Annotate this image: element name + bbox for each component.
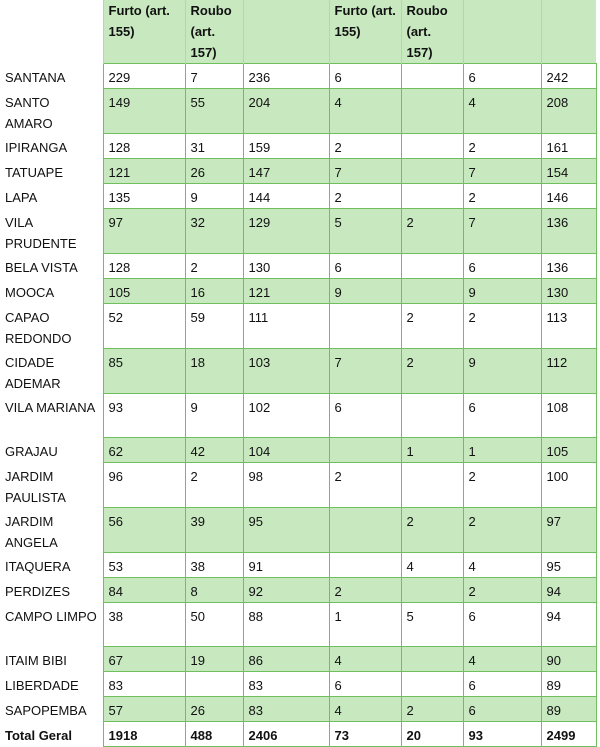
value-cell: 149 — [103, 89, 185, 134]
value-cell: 31 — [185, 134, 243, 159]
value-cell: 84 — [103, 578, 185, 603]
total-value-cell: 1918 — [103, 722, 185, 747]
value-cell: 89 — [541, 697, 596, 722]
value-cell: 91 — [243, 553, 329, 578]
table-row — [0, 647, 596, 672]
value-cell: 103 — [243, 349, 329, 394]
district-name: TATUAPE — [5, 164, 64, 180]
value-cell: 104 — [243, 438, 329, 463]
value-cell: 229 — [103, 64, 185, 89]
value-cell: 96 — [103, 463, 185, 508]
table-row — [0, 349, 596, 394]
table-row — [0, 209, 596, 254]
district-name: ITAIM BIBI — [5, 652, 67, 668]
value-cell: 2 — [463, 304, 541, 349]
value-cell: 85 — [103, 349, 185, 394]
value-cell: 4 — [329, 697, 401, 722]
value-cell: 2 — [401, 304, 463, 349]
value-cell — [401, 394, 463, 438]
value-cell: 9 — [463, 349, 541, 394]
value-cell: 67 — [103, 647, 185, 672]
table-row — [0, 134, 596, 159]
value-cell: 146 — [541, 184, 596, 209]
value-cell: 136 — [541, 254, 596, 279]
value-cell: 2 — [401, 209, 463, 254]
total-value-cell: 2406 — [243, 722, 329, 747]
value-cell: 144 — [243, 184, 329, 209]
value-cell: 97 — [541, 508, 596, 553]
value-cell: 208 — [541, 89, 596, 134]
value-cell: 95 — [541, 553, 596, 578]
value-cell: 1 — [329, 603, 401, 647]
value-cell: 88 — [243, 603, 329, 647]
value-cell: 39 — [185, 508, 243, 553]
value-cell: 7 — [329, 159, 401, 184]
value-cell — [401, 89, 463, 134]
value-cell: 9 — [329, 279, 401, 304]
value-cell: 9 — [185, 184, 243, 209]
value-cell: 94 — [541, 578, 596, 603]
value-cell: 19 — [185, 647, 243, 672]
value-cell: 2 — [401, 508, 463, 553]
value-cell: 6 — [463, 394, 541, 438]
value-cell — [401, 463, 463, 508]
value-cell: 6 — [463, 697, 541, 722]
value-cell — [401, 672, 463, 697]
value-cell: 9 — [463, 279, 541, 304]
value-cell: 92 — [243, 578, 329, 603]
value-cell: 89 — [541, 672, 596, 697]
value-cell: 105 — [541, 438, 596, 463]
value-cell: 2 — [185, 254, 243, 279]
value-cell: 6 — [329, 394, 401, 438]
district-name: GRAJAU — [5, 443, 58, 459]
value-cell: 111 — [243, 304, 329, 349]
header-roubo-1: Roubo (art. 157) — [185, 0, 243, 64]
value-cell: 57 — [103, 697, 185, 722]
value-cell: 53 — [103, 553, 185, 578]
total-value-cell: 488 — [185, 722, 243, 747]
district-name: PERDIZES — [5, 583, 71, 599]
value-cell: 2 — [463, 463, 541, 508]
header-blank — [0, 0, 103, 64]
value-cell — [329, 304, 401, 349]
table-row — [0, 697, 596, 722]
value-cell: 6 — [463, 64, 541, 89]
value-cell: 83 — [243, 697, 329, 722]
value-cell: 2 — [329, 134, 401, 159]
value-cell: 62 — [103, 438, 185, 463]
value-cell: 100 — [541, 463, 596, 508]
header-subtotal-2 — [463, 0, 541, 64]
value-cell: 113 — [541, 304, 596, 349]
district-name: JARDIM ANGELA — [5, 513, 58, 550]
value-cell: 98 — [243, 463, 329, 508]
table-row — [0, 64, 596, 89]
table-row — [0, 159, 596, 184]
value-cell: 5 — [329, 209, 401, 254]
value-cell: 128 — [103, 134, 185, 159]
table-body — [0, 64, 596, 747]
table-row — [0, 508, 596, 553]
value-cell: 95 — [243, 508, 329, 553]
total-value-cell: 2499 — [541, 722, 596, 747]
value-cell: 108 — [541, 394, 596, 438]
district-name: JARDIM PAULISTA — [5, 468, 66, 505]
table-row — [0, 89, 596, 134]
header-furto-1: Furto (art. 155) — [103, 0, 185, 64]
value-cell: 4 — [329, 647, 401, 672]
district-name: CAPAO REDONDO — [5, 309, 72, 346]
value-cell: 130 — [541, 279, 596, 304]
value-cell: 4 — [463, 89, 541, 134]
table-row — [0, 578, 596, 603]
table-row — [0, 184, 596, 209]
value-cell: 94 — [541, 603, 596, 647]
district-name: IPIRANGA — [5, 139, 68, 155]
value-cell: 204 — [243, 89, 329, 134]
value-cell: 5 — [401, 603, 463, 647]
header-row — [0, 0, 596, 64]
value-cell: 90 — [541, 647, 596, 672]
value-cell: 38 — [185, 553, 243, 578]
value-cell: 6 — [463, 672, 541, 697]
value-cell: 2 — [463, 578, 541, 603]
value-cell — [401, 184, 463, 209]
table-row — [0, 553, 596, 578]
table-row — [0, 279, 596, 304]
value-cell — [401, 134, 463, 159]
value-cell: 121 — [103, 159, 185, 184]
value-cell: 56 — [103, 508, 185, 553]
district-name: VILA PRUDENTE — [5, 214, 77, 251]
value-cell: 32 — [185, 209, 243, 254]
value-cell: 161 — [541, 134, 596, 159]
district-name: SANTO AMARO — [5, 94, 53, 131]
value-cell: 52 — [103, 304, 185, 349]
value-cell: 147 — [243, 159, 329, 184]
value-cell — [401, 64, 463, 89]
value-cell: 4 — [463, 553, 541, 578]
district-name: MOOCA — [5, 284, 55, 300]
value-cell: 2 — [463, 134, 541, 159]
value-cell: 128 — [103, 254, 185, 279]
value-cell — [401, 159, 463, 184]
district-name: SANTANA — [5, 69, 66, 85]
total-value-cell: 20 — [401, 722, 463, 747]
value-cell: 2 — [329, 184, 401, 209]
value-cell — [329, 553, 401, 578]
value-cell: 7 — [185, 64, 243, 89]
value-cell: 121 — [243, 279, 329, 304]
value-cell: 6 — [463, 254, 541, 279]
header-subtotal-1 — [243, 0, 329, 64]
value-cell: 83 — [103, 672, 185, 697]
value-cell: 1 — [463, 438, 541, 463]
value-cell: 59 — [185, 304, 243, 349]
table-row — [0, 463, 596, 508]
value-cell: 4 — [463, 647, 541, 672]
value-cell: 38 — [103, 603, 185, 647]
table-row — [0, 394, 596, 438]
value-cell: 112 — [541, 349, 596, 394]
value-cell: 9 — [185, 394, 243, 438]
value-cell: 18 — [185, 349, 243, 394]
value-cell: 7 — [329, 349, 401, 394]
value-cell: 55 — [185, 89, 243, 134]
header-roubo-2: Roubo (art. 157) — [401, 0, 463, 64]
value-cell: 42 — [185, 438, 243, 463]
value-cell: 6 — [463, 603, 541, 647]
value-cell: 2 — [401, 349, 463, 394]
district-name: BELA VISTA — [5, 259, 78, 275]
value-cell: 2 — [463, 184, 541, 209]
value-cell: 26 — [185, 159, 243, 184]
value-cell: 7 — [463, 209, 541, 254]
total-value-cell: 73 — [329, 722, 401, 747]
value-cell: 7 — [463, 159, 541, 184]
value-cell — [401, 647, 463, 672]
value-cell: 83 — [243, 672, 329, 697]
value-cell — [401, 254, 463, 279]
value-cell: 242 — [541, 64, 596, 89]
value-cell — [401, 578, 463, 603]
value-cell: 130 — [243, 254, 329, 279]
value-cell: 4 — [329, 89, 401, 134]
value-cell — [329, 508, 401, 553]
value-cell: 136 — [541, 209, 596, 254]
value-cell: 159 — [243, 134, 329, 159]
total-label: Total Geral — [5, 727, 72, 743]
header-total — [541, 0, 596, 64]
district-name: SAPOPEMBA — [5, 702, 87, 718]
district-name: VILA MARIANA — [5, 399, 96, 415]
value-cell: 2 — [401, 697, 463, 722]
value-cell: 236 — [243, 64, 329, 89]
value-cell: 16 — [185, 279, 243, 304]
value-cell: 6 — [329, 254, 401, 279]
value-cell: 135 — [103, 184, 185, 209]
district-name: ITAQUERA — [5, 558, 71, 574]
table-row — [0, 304, 596, 349]
value-cell: 6 — [329, 64, 401, 89]
value-cell: 8 — [185, 578, 243, 603]
value-cell — [329, 438, 401, 463]
value-cell: 2 — [329, 578, 401, 603]
value-cell: 86 — [243, 647, 329, 672]
total-value-cell: 93 — [463, 722, 541, 747]
value-cell: 154 — [541, 159, 596, 184]
value-cell: 97 — [103, 209, 185, 254]
value-cell: 93 — [103, 394, 185, 438]
district-name: LAPA — [5, 189, 38, 205]
value-cell: 4 — [401, 553, 463, 578]
value-cell: 102 — [243, 394, 329, 438]
value-cell: 26 — [185, 697, 243, 722]
district-name: LIBERDADE — [5, 677, 79, 693]
value-cell: 1 — [401, 438, 463, 463]
table-row — [0, 438, 596, 463]
value-cell: 6 — [329, 672, 401, 697]
table-row — [0, 254, 596, 279]
value-cell — [185, 672, 243, 697]
district-name: CAMPO LIMPO — [5, 608, 97, 624]
value-cell: 50 — [185, 603, 243, 647]
table-row — [0, 672, 596, 697]
value-cell — [401, 279, 463, 304]
header-furto-2: Furto (art. 155) — [329, 0, 401, 64]
value-cell: 2 — [185, 463, 243, 508]
value-cell: 2 — [463, 508, 541, 553]
total-row — [0, 722, 596, 747]
value-cell: 129 — [243, 209, 329, 254]
value-cell: 2 — [329, 463, 401, 508]
value-cell: 105 — [103, 279, 185, 304]
table-row — [0, 603, 596, 647]
district-name: CIDADE ADEMAR — [5, 354, 61, 391]
